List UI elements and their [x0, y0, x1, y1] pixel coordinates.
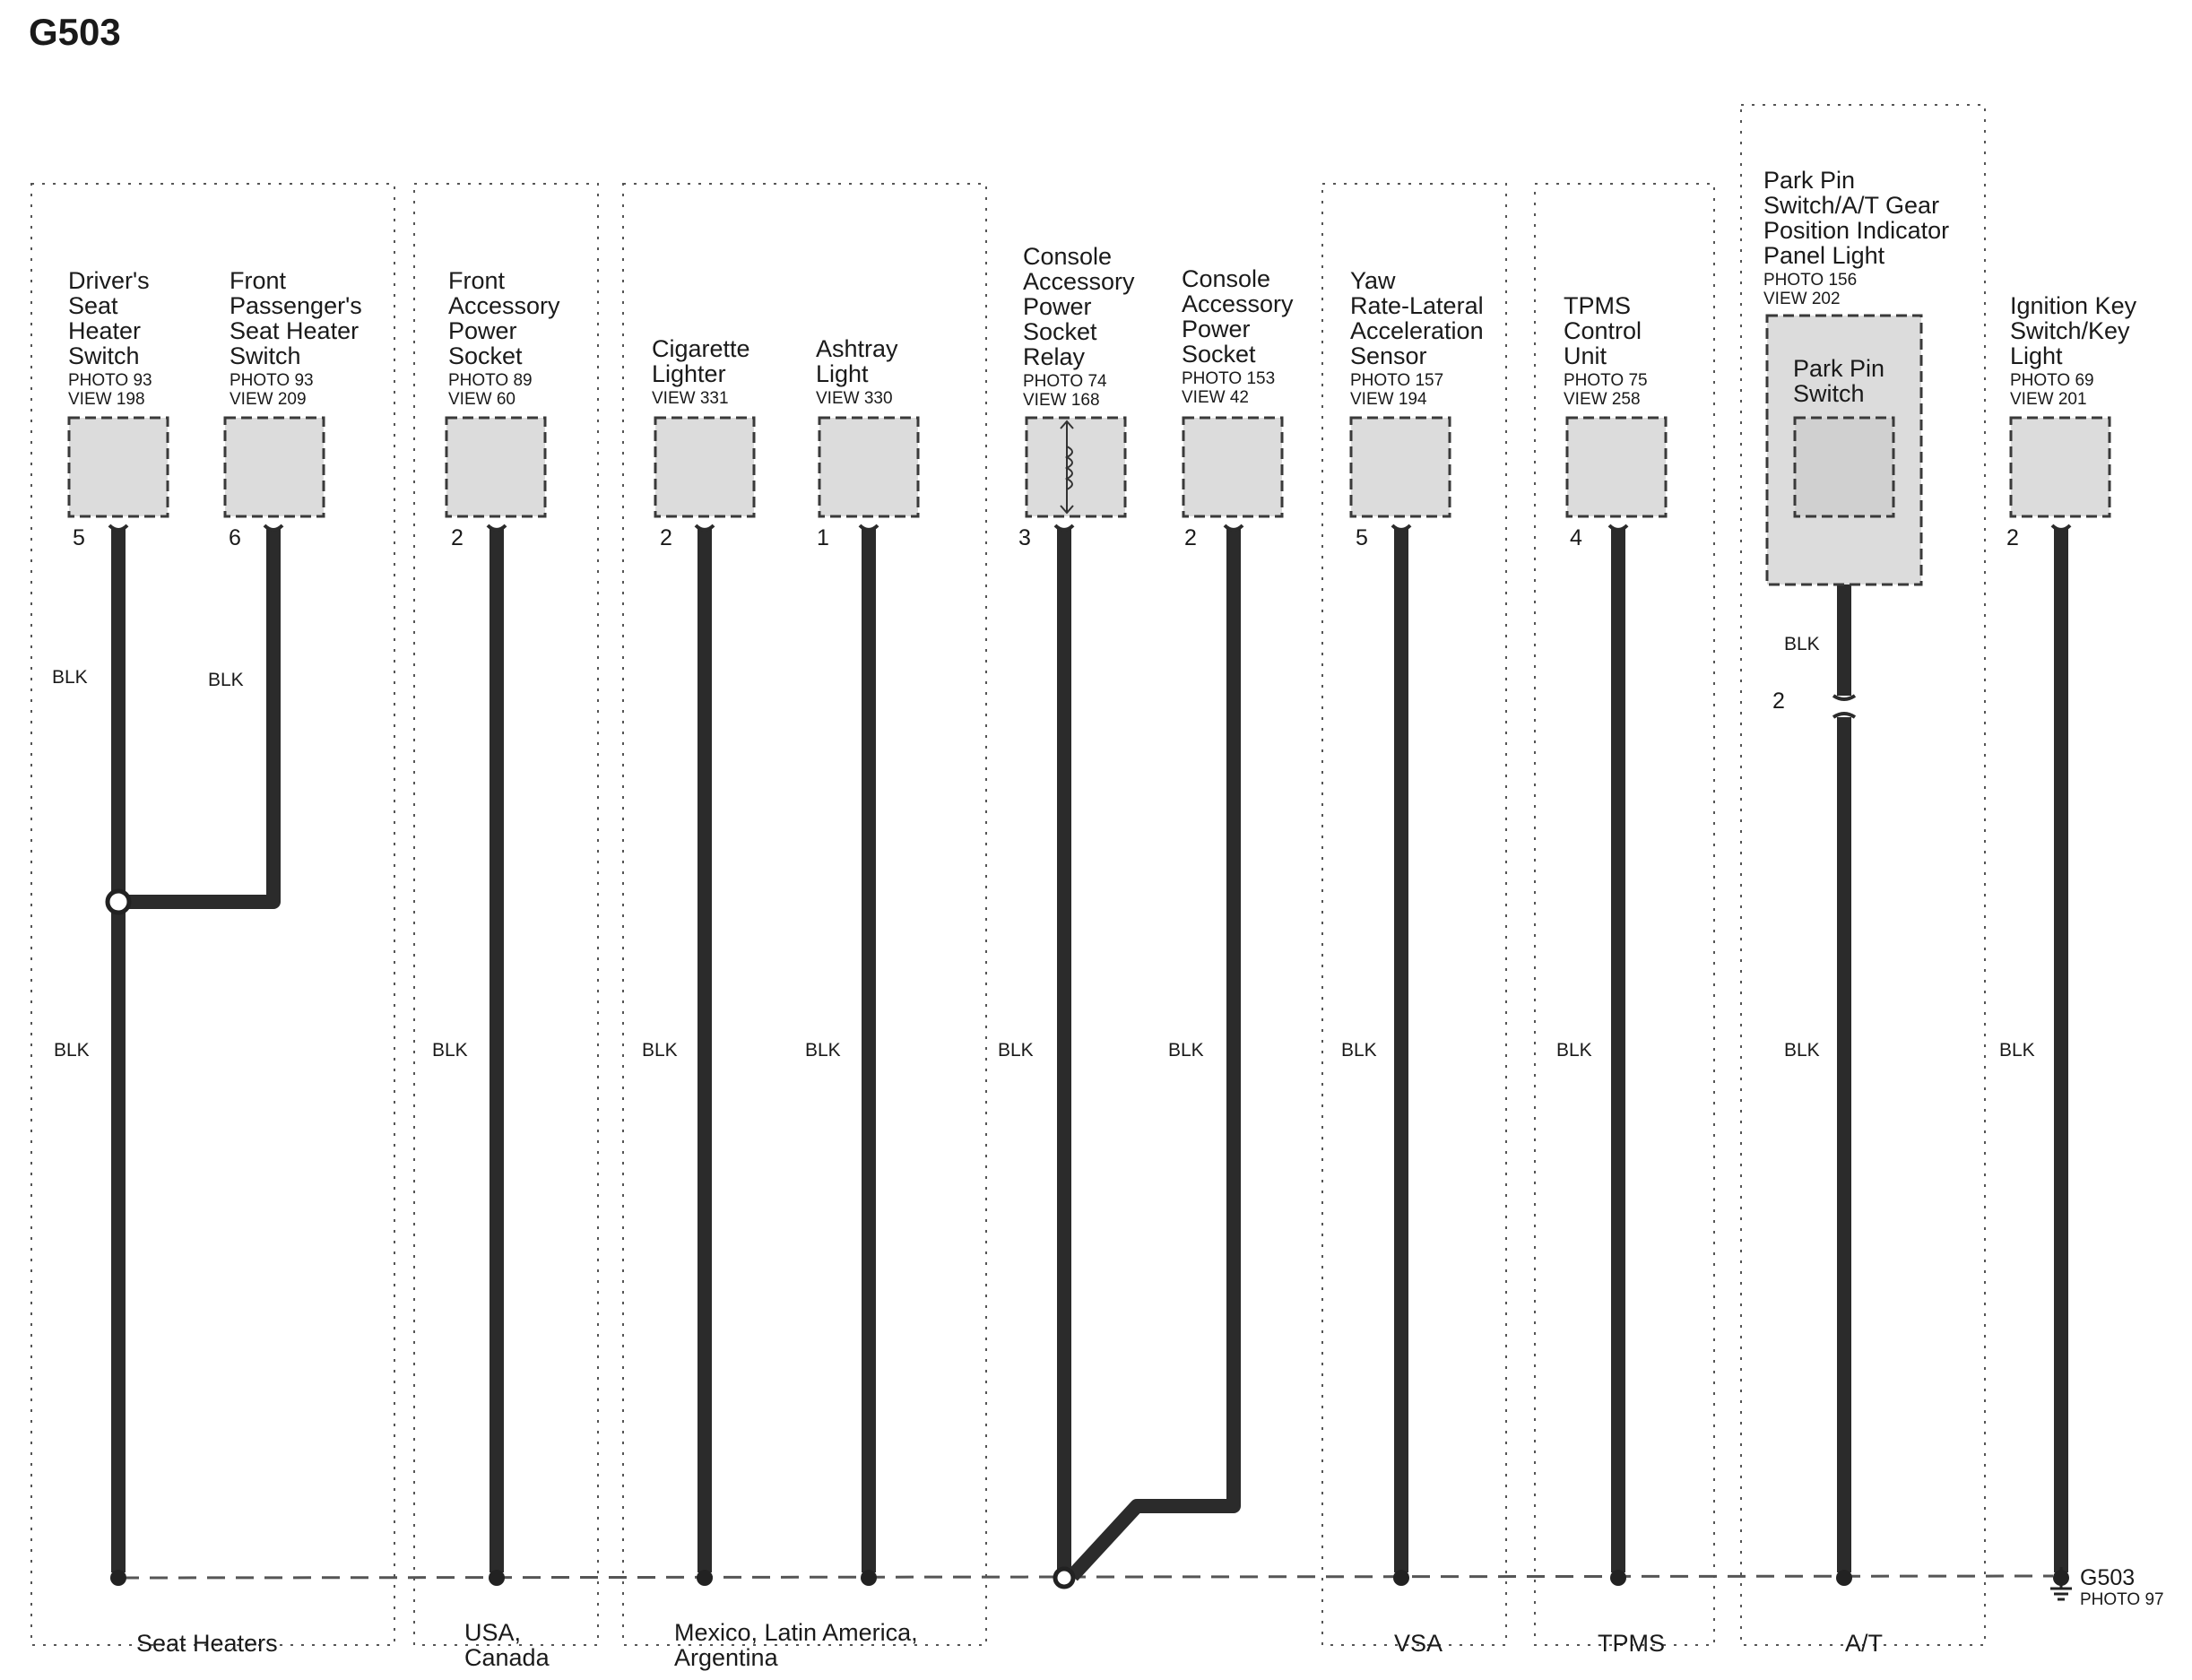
component-name: Switch: [230, 342, 301, 369]
component-reference: VIEW 258: [1564, 390, 1641, 409]
ground-bus-line: [121, 1576, 2053, 1578]
splice-junction: [1055, 1569, 1073, 1587]
component-name: Driver's: [68, 267, 150, 294]
component-connector: [1351, 418, 1450, 516]
splice-point: [489, 1570, 505, 1586]
wire-color-label: BLK: [1999, 1040, 2035, 1061]
component-name: Lighter: [652, 360, 726, 387]
terminal-cap: [2052, 525, 2070, 530]
component-inner-name: Park Pin: [1793, 355, 1885, 382]
component-name: Light: [2010, 342, 2063, 369]
component-name: Acceleration: [1350, 317, 1484, 344]
component-name: Accessory: [1182, 290, 1294, 317]
component-name: Console: [1182, 265, 1271, 292]
component-connector: [446, 418, 545, 516]
component-reference: VIEW 194: [1350, 390, 1427, 409]
component-name: Front: [230, 267, 287, 294]
component-inner-name: Switch: [1793, 380, 1865, 407]
component-name: Relay: [1023, 343, 1086, 370]
component-reference: VIEW 331: [652, 389, 729, 408]
splice-point: [1610, 1570, 1626, 1586]
component-name: Console: [1023, 243, 1113, 270]
pin-number: 5: [1356, 525, 1368, 550]
component-name: Park Pin: [1763, 167, 1856, 194]
ground-wire: [118, 529, 273, 902]
pin-number: 4: [1570, 525, 1582, 550]
component-reference: PHOTO 69: [2010, 371, 2094, 390]
pin-number: 2: [1772, 688, 1785, 714]
option-group-label: Canada: [464, 1644, 550, 1671]
option-group-label: Mexico, Latin America,: [674, 1619, 918, 1646]
wire-color-label: BLK: [52, 667, 88, 688]
component-reference: VIEW 198: [68, 390, 145, 409]
terminal-cap: [488, 525, 506, 530]
splice-point: [1393, 1570, 1409, 1586]
pin-number: 3: [1018, 525, 1031, 550]
component-name: Light: [816, 360, 869, 387]
ground-point-reference: PHOTO 97: [2080, 1590, 2164, 1609]
component-reference: VIEW 42: [1182, 388, 1249, 407]
component-reference: PHOTO 74: [1023, 372, 1107, 391]
component-reference: VIEW 209: [230, 390, 307, 409]
component-name: Socket: [1023, 318, 1097, 345]
component-name: Sensor: [1350, 342, 1427, 369]
component-connector: [1027, 418, 1125, 516]
component-name: Seat: [68, 292, 118, 319]
component-name: Yaw: [1350, 267, 1396, 294]
wire-color-label: BLK: [642, 1040, 678, 1061]
option-group-label: TPMS: [1598, 1630, 1666, 1657]
component-name: Front: [448, 267, 506, 294]
component-name: Passenger's: [230, 292, 362, 319]
terminal-cap: [1055, 525, 1073, 530]
splice-junction: [108, 891, 129, 913]
component-reference: PHOTO 157: [1350, 371, 1444, 390]
component-reference: PHOTO 75: [1564, 371, 1648, 390]
component-name: Cigarette: [652, 335, 750, 362]
pin-number: 2: [660, 525, 672, 550]
component-name: Ignition Key: [2010, 292, 2137, 319]
wire-color-label: BLK: [432, 1040, 468, 1061]
pin-number: 2: [2006, 525, 2019, 550]
component-name: Position Indicator: [1763, 217, 1950, 244]
wire-color-label: BLK: [1784, 1040, 1820, 1061]
splice-point: [697, 1570, 713, 1586]
pin-number: 1: [817, 525, 829, 550]
component-reference: VIEW 330: [816, 389, 893, 408]
component-connector: [69, 418, 168, 516]
terminal-cap: [1225, 525, 1243, 530]
option-group-label: USA,: [464, 1619, 522, 1646]
component-name: Accessory: [448, 292, 560, 319]
component-reference: PHOTO 89: [448, 371, 533, 390]
component-connector: [1183, 418, 1282, 516]
option-group-label: A/T: [1845, 1630, 1884, 1657]
component-name: Panel Light: [1763, 242, 1885, 269]
pin-number: 2: [1184, 525, 1197, 550]
terminal-cap: [1392, 525, 1410, 530]
wire-color-label: BLK: [805, 1040, 841, 1061]
component-name: Unit: [1564, 342, 1607, 369]
wire-color-label: BLK: [1556, 1040, 1592, 1061]
terminal-cap: [264, 525, 282, 530]
option-group-label: Argentina: [674, 1644, 778, 1671]
wire-color-label: BLK: [1341, 1040, 1377, 1061]
component-name: Ashtray: [816, 335, 898, 362]
terminal-cap: [860, 525, 878, 530]
component-reference: PHOTO 93: [230, 371, 314, 390]
component-name: Switch: [68, 342, 140, 369]
wire-color-label: BLK: [54, 1040, 90, 1061]
component-name: Power: [448, 317, 517, 344]
pin-number: 5: [73, 525, 85, 550]
ground-wire: [1072, 529, 1234, 1576]
option-group-label: Seat Heaters: [136, 1630, 278, 1657]
pin-number: 2: [451, 525, 464, 550]
inline-connector-icon: [1833, 696, 1855, 717]
ground-icon: [2050, 1567, 2072, 1599]
component-name: Socket: [448, 342, 523, 369]
wire-color-label: BLK: [1784, 634, 1820, 654]
component-name: Switch/Key: [2010, 317, 2130, 344]
component-reference: PHOTO 153: [1182, 369, 1276, 388]
component-reference: VIEW 168: [1023, 391, 1100, 410]
component-reference: VIEW 60: [448, 390, 516, 409]
component-connector: [819, 418, 918, 516]
component-name: Socket: [1182, 341, 1256, 368]
component-connector: [1795, 418, 1893, 516]
ground-point-name: G503: [2080, 1565, 2136, 1590]
component-reference: VIEW 201: [2010, 390, 2087, 409]
component-reference: PHOTO 156: [1763, 271, 1858, 290]
terminal-cap: [109, 525, 127, 530]
component-connector: [2011, 418, 2110, 516]
component-name: Heater: [68, 317, 142, 344]
wires: [108, 513, 2072, 1599]
wire-color-label: BLK: [208, 670, 244, 690]
wire-color-label: BLK: [998, 1040, 1034, 1061]
component-reference: PHOTO 93: [68, 371, 152, 390]
component-connector: [655, 418, 754, 516]
component-name: Control: [1564, 317, 1642, 344]
component-name: TPMS: [1564, 292, 1632, 319]
component-name: Power: [1023, 293, 1092, 320]
option-group-label: VSA: [1394, 1630, 1443, 1657]
splice-point: [861, 1570, 877, 1586]
component-name: Switch/A/T Gear: [1763, 192, 1940, 219]
component-name: Seat Heater: [230, 317, 360, 344]
terminal-cap: [1609, 525, 1627, 530]
component-name: Rate-Lateral: [1350, 292, 1484, 319]
splice-point: [1836, 1570, 1852, 1586]
component-name: Power: [1182, 316, 1251, 342]
pin-number: 6: [229, 525, 241, 550]
component-reference: VIEW 202: [1763, 290, 1841, 308]
splice-point: [110, 1570, 126, 1586]
diagram-title: G503: [29, 11, 121, 53]
component-connector: [1567, 418, 1666, 516]
wire-color-label: BLK: [1168, 1040, 1204, 1061]
terminal-cap: [696, 525, 714, 530]
component-name: Accessory: [1023, 268, 1135, 295]
component-connector: [225, 418, 324, 516]
